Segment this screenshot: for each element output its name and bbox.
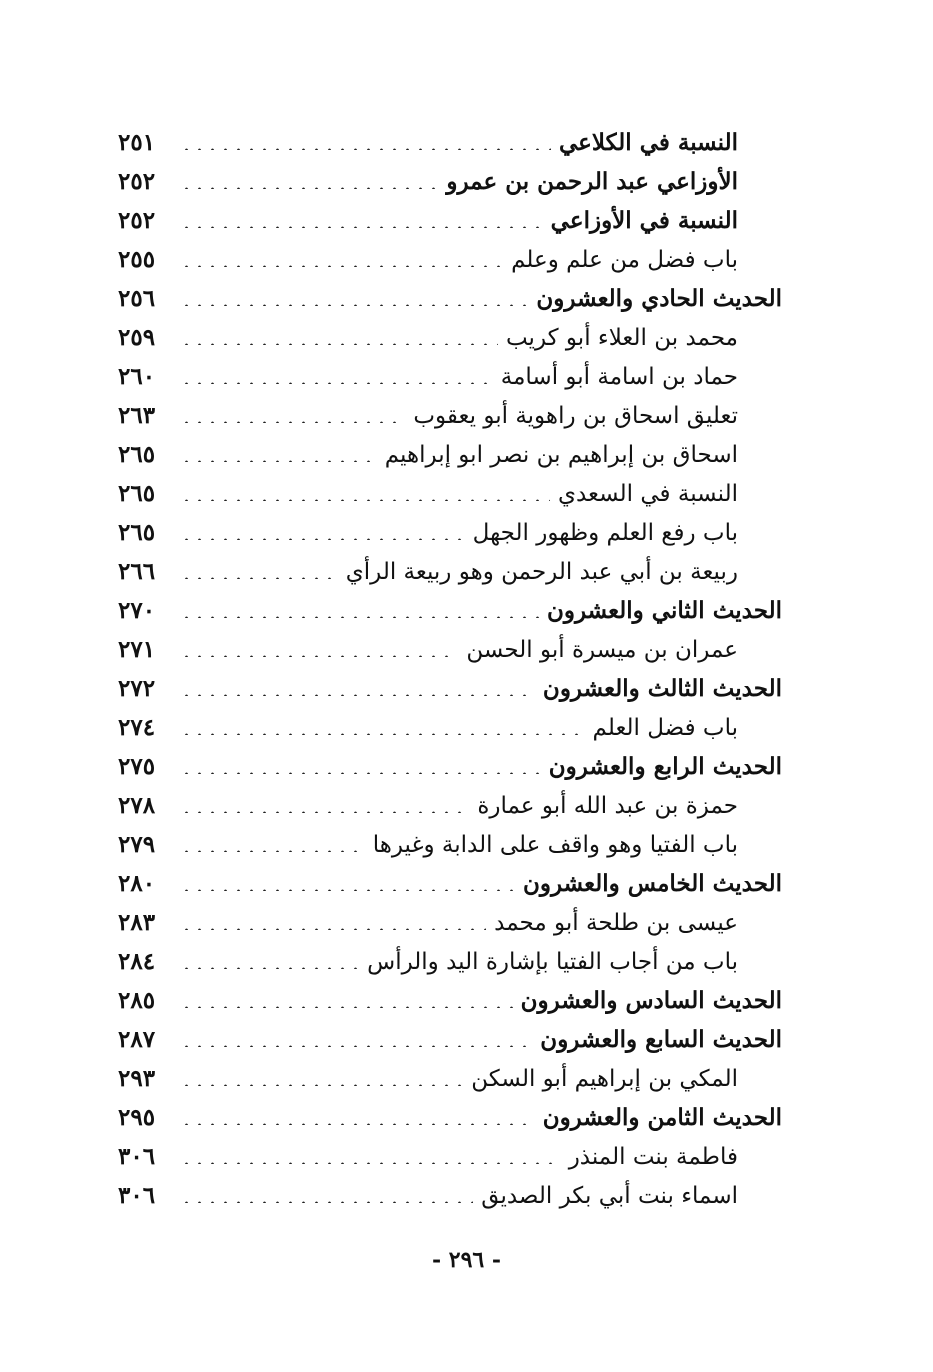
dot-leader (180, 265, 503, 267)
toc-page-number: ٢٦٥ (118, 480, 156, 507)
toc-page-number: ٢٥٥ (118, 246, 156, 273)
toc-entry (118, 513, 782, 552)
toc-entry (118, 240, 782, 279)
toc-title: المكي بن إبراهيم أبو السكن (471, 1065, 738, 1092)
toc-entry (118, 1059, 782, 1098)
dot-leader (180, 577, 338, 579)
dot-leader (180, 499, 550, 501)
toc-page-number: ٢٦٥ (118, 519, 156, 546)
toc-entry (118, 591, 782, 630)
toc-entry (118, 1176, 782, 1215)
toc-title: الحديث الثاني والعشرون (546, 597, 782, 624)
toc-page-number: ٢٦٠ (118, 363, 156, 390)
toc-entry (118, 474, 782, 513)
toc-page-number: ٢٧٢ (118, 675, 156, 702)
toc-title: الحديث الحادي والعشرون (536, 285, 782, 312)
toc-title: النسبة في السعدي (557, 480, 738, 507)
toc-title: محمد بن العلاء أبو كريب (505, 324, 738, 351)
dot-leader (180, 655, 458, 657)
toc-title: عيسى بن طلحة أبو محمد (494, 909, 738, 936)
toc-entry (118, 903, 782, 942)
dot-leader (180, 811, 469, 813)
dot-leader (180, 226, 543, 228)
toc-title: الحديث السادس والعشرون (520, 987, 782, 1014)
toc-title: باب رفع العلم وظهور الجهل (472, 519, 738, 546)
dot-leader (180, 382, 493, 384)
toc-page-number: ٢٩٥ (118, 1104, 156, 1131)
toc-page-number: ٢٥٦ (118, 285, 156, 312)
toc-page-number: ٢٨٠ (118, 870, 156, 897)
toc-page-number: ٢٧٤ (118, 714, 156, 741)
dot-leader (180, 928, 486, 930)
toc-page-number: ٢٩٣ (118, 1065, 156, 1092)
dot-leader (180, 304, 528, 306)
toc-entry (118, 1137, 782, 1176)
dot-leader (180, 1045, 532, 1047)
toc-entry (118, 708, 782, 747)
toc-page-number: ٣٠٦ (118, 1143, 156, 1170)
toc-page-number: ٢٦٦ (118, 558, 156, 585)
toc-entry (118, 981, 782, 1020)
dot-leader (180, 460, 377, 462)
toc-entry (118, 123, 782, 162)
dot-leader (180, 1162, 561, 1164)
toc-page-number: ٢٧٠ (118, 597, 156, 624)
toc-title: النسبة في الكلاعي (558, 129, 738, 156)
toc-entry (118, 552, 782, 591)
toc-title: اسحاق بن إبراهيم بن نصر ابو إبراهيم (384, 441, 738, 468)
toc-entry (118, 201, 782, 240)
toc-page-number: ٢٥٢ (118, 207, 156, 234)
toc-title: الحديث السابع والعشرون (540, 1026, 782, 1053)
toc-page-number: ٢٦٥ (118, 441, 156, 468)
dot-leader (180, 694, 535, 696)
toc-title: باب من أجاب الفتيا بإشارة اليد والرأس (367, 948, 738, 975)
toc-page-number: ٢٧٩ (118, 831, 156, 858)
toc-page-number: ٢٨٥ (118, 987, 156, 1014)
dot-leader (180, 343, 498, 345)
toc-title: حماد بن اسامة أبو أسامة (500, 363, 738, 390)
toc-entry (118, 630, 782, 669)
toc-title: حمزة بن عبد الله أبو عمارة (477, 792, 738, 819)
toc-entry (118, 942, 782, 981)
dot-leader (180, 616, 539, 618)
toc-page-number: ٢٧٨ (118, 792, 156, 819)
toc-title: باب فضل من علم وعلم (511, 246, 738, 273)
toc-entry (118, 786, 782, 825)
dot-leader (180, 1084, 463, 1086)
toc-entry (118, 162, 782, 201)
toc-title: الحديث الرابع والعشرون (548, 753, 782, 780)
dot-leader (180, 187, 438, 189)
toc-entry (118, 864, 782, 903)
toc-title: فاطمة بنت المنذر (568, 1143, 738, 1170)
dot-leader (180, 889, 515, 891)
dot-leader (180, 1201, 473, 1203)
toc-title: الأوزاعي عبد الرحمن بن عمرو (446, 168, 738, 195)
toc-entry (118, 669, 782, 708)
toc-page-number: ٢٨٧ (118, 1026, 156, 1053)
toc-entry (118, 1098, 782, 1137)
dot-leader (180, 148, 551, 150)
table-of-contents (118, 123, 782, 1215)
dot-leader (180, 772, 541, 774)
toc-entry (118, 318, 782, 357)
toc-page-number: ٢٥١ (118, 129, 156, 156)
toc-page-number: ٢٧١ (118, 636, 156, 663)
toc-page-number: ٣٠٦ (118, 1182, 156, 1209)
toc-title: الحديث الثامن والعشرون (542, 1104, 782, 1131)
toc-entry (118, 747, 782, 786)
toc-title: الحديث الثالث والعشرون (542, 675, 782, 702)
page-number: - ٢٩٦ - (431, 1247, 502, 1273)
toc-entry (118, 1020, 782, 1059)
toc-title: النسبة في الأوزاعي (550, 207, 738, 234)
toc-title: اسماء بنت أبي بكر الصديق (481, 1182, 738, 1209)
dot-leader (180, 1006, 513, 1008)
toc-page-number: ٢٥٩ (118, 324, 156, 351)
toc-entry (118, 825, 782, 864)
dot-leader (180, 733, 585, 735)
dot-leader (180, 967, 359, 969)
toc-title: باب الفتيا وهو واقف على الدابة وغيرها (372, 831, 738, 858)
toc-page-number: ٢٨٤ (118, 948, 156, 975)
dot-leader (180, 538, 465, 540)
dot-leader (180, 1123, 535, 1125)
toc-title: باب فضل العلم (592, 714, 738, 741)
dot-leader (180, 850, 365, 852)
toc-entry (118, 357, 782, 396)
toc-page-number: ٢٨٣ (118, 909, 156, 936)
toc-entry (118, 435, 782, 474)
toc-title: عمران بن ميسرة أبو الحسن (466, 636, 738, 663)
dot-leader (180, 421, 405, 423)
toc-page-number: ٢٧٥ (118, 753, 156, 780)
toc-entry (118, 396, 782, 435)
toc-title: الحديث الخامس والعشرون (522, 870, 782, 897)
toc-entry (118, 279, 782, 318)
toc-page-number: ٢٥٢ (118, 168, 156, 195)
toc-title: ربيعة بن أبي عبد الرحمن وهو ربيعة الرأي (345, 558, 738, 585)
toc-page-number: ٢٦٣ (118, 402, 156, 429)
toc-title: تعليق اسحاق بن راهوية أبو يعقوب (413, 402, 738, 429)
